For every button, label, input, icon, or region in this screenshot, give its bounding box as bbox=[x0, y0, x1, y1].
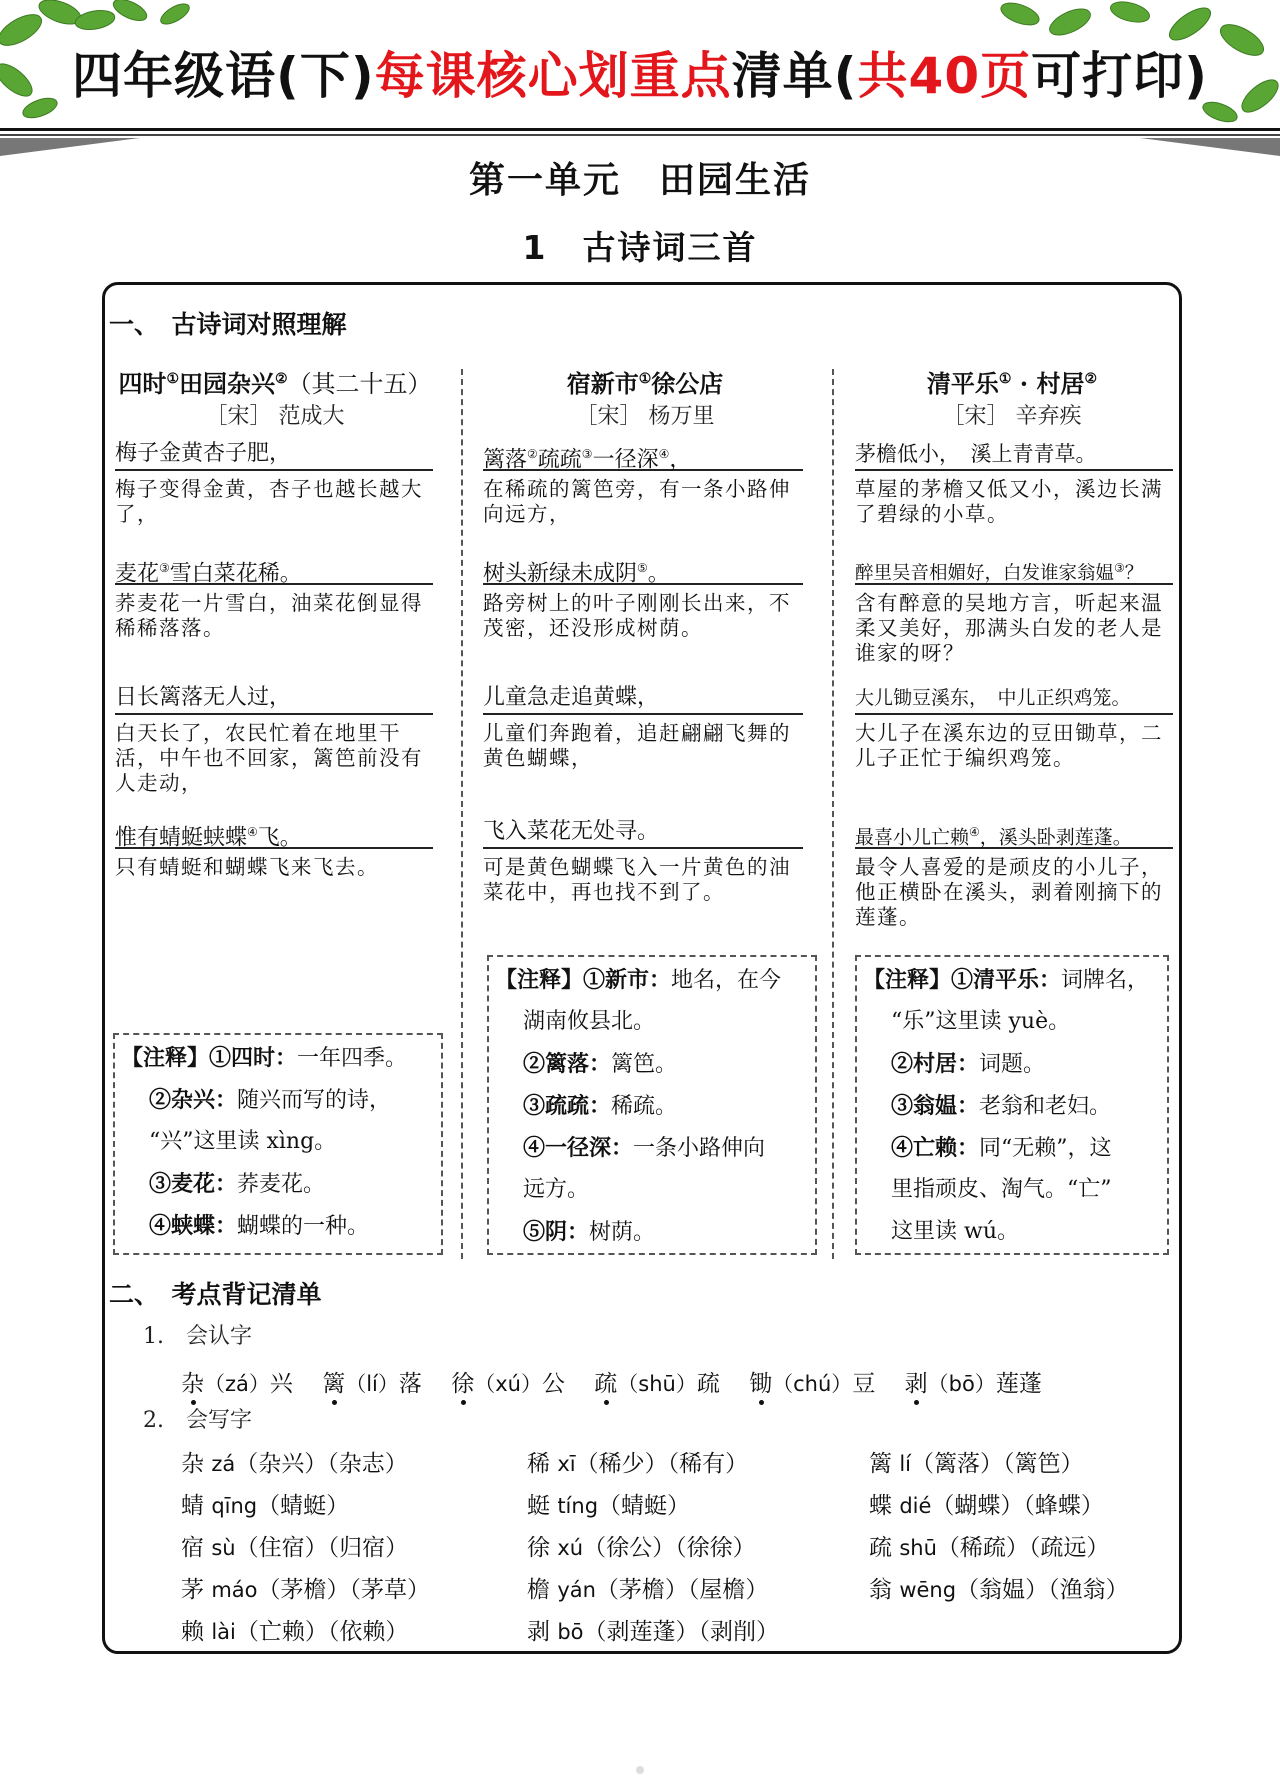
verse-translation: 最令人喜爱的是顽皮的小儿子，他正横卧在溪头，剥着刚摘下的莲蓬。 bbox=[855, 855, 1163, 929]
subheading-write: 2. 会写字 bbox=[143, 1408, 252, 1433]
write-item: 宿 sù（住宿）（归宿） bbox=[181, 1535, 409, 1561]
write-item: 杂 zá（杂兴）（杂志） bbox=[181, 1451, 408, 1477]
write-item: 蜻 qīng（蜻蜓） bbox=[181, 1493, 350, 1519]
verse-pair bbox=[483, 681, 803, 801]
verse-pair bbox=[855, 815, 1173, 930]
write-item: 蜓 tíng（蜻蜓） bbox=[527, 1493, 691, 1519]
banner-title bbox=[0, 36, 1280, 108]
verse-translation: 路旁树上的叶子刚刚长出来，不茂密，还没形成树荫。 bbox=[483, 591, 791, 640]
annotation-box bbox=[113, 1033, 443, 1255]
note-line: 这里读 wú。 bbox=[891, 1219, 1019, 1244]
write-item: 疏 shū（稀疏）（疏远） bbox=[869, 1535, 1110, 1561]
verse-pair bbox=[115, 815, 433, 880]
subheading-recognize: 1. 会认字 bbox=[143, 1324, 252, 1349]
banner-title-part5: 可打印) bbox=[1031, 47, 1208, 105]
write-item: 檐 yán（茅檐）（屋檐） bbox=[527, 1577, 769, 1603]
note-line: “兴”这里读 xìng。 bbox=[149, 1129, 337, 1154]
verse-translation: 荞麦花一片雪白，油菜花倒显得稀稀落落。 bbox=[115, 591, 423, 640]
note-line: “乐”这里读 yuè。 bbox=[891, 1009, 1071, 1034]
poem-column-3 bbox=[849, 361, 1175, 930]
recognize-item: 徐（xú）公 bbox=[451, 1371, 565, 1397]
poem-author: ［宋］ 辛弃疾 bbox=[942, 404, 1082, 429]
page-dot bbox=[636, 1766, 644, 1774]
verse-original: 篱落②疏疏③一径深④， bbox=[483, 437, 803, 471]
verse-translation: 可是黄色蝴蝶飞入一片黄色的油菜花中，再也找不到了。 bbox=[483, 855, 791, 904]
section-heading-checklist: 二、 考点背记清单 bbox=[109, 1280, 322, 1309]
write-item: 翁 wēng（翁媪）（渔翁） bbox=[869, 1577, 1129, 1603]
verse-original: 麦花③雪白菜花稀。 bbox=[115, 551, 433, 585]
note-line: ②杂兴：随兴而写的诗， bbox=[149, 1087, 392, 1113]
recognize-item: 杂（zá）兴 bbox=[181, 1371, 293, 1397]
recognize-item: 剥（bō）莲蓬 bbox=[904, 1371, 1042, 1397]
note-line: 远方。 bbox=[523, 1177, 590, 1202]
verse-original: 日长篱落无人过， bbox=[115, 681, 433, 715]
banner-rule-thin bbox=[0, 134, 1280, 136]
verse-original: 梅子金黄杏子肥， bbox=[115, 437, 433, 471]
verse-original: 茅檐低小， 溪上青青草。 bbox=[855, 437, 1173, 471]
note-line: 【注释】①清平乐：词牌名， bbox=[863, 967, 1150, 993]
column-divider bbox=[461, 369, 463, 1259]
recognize-item: 篱（lí）落 bbox=[322, 1371, 422, 1397]
verse-pair bbox=[115, 437, 433, 541]
poem-column-2 bbox=[477, 361, 813, 905]
write-item: 赖 lài（亡赖）（依赖） bbox=[181, 1619, 409, 1645]
unit-title: 第一单元 田园生活 bbox=[468, 160, 811, 201]
verse-pair bbox=[855, 551, 1173, 675]
recognize-item: 锄（chú）豆 bbox=[749, 1371, 876, 1397]
lesson-title: 1 古诗词三首 bbox=[522, 228, 758, 267]
verse-original: 最喜小儿亡赖④，溪头卧剥莲蓬。 bbox=[855, 815, 1173, 849]
verse-pair bbox=[855, 681, 1173, 801]
verse-original: 飞入菜花无处寻。 bbox=[483, 815, 803, 849]
poem-title: 宿新市①徐公店 bbox=[566, 369, 724, 398]
column-divider bbox=[832, 369, 834, 1259]
verse-original: 大儿锄豆溪东， 中儿正织鸡笼。 bbox=[855, 681, 1173, 715]
verse-translation: 白天长了，农民忙着在地里干活，中午也不回家，篱笆前没有人走动， bbox=[115, 721, 423, 795]
note-line: ④一径深：一条小路伸向 bbox=[523, 1135, 766, 1161]
verse-pair bbox=[483, 437, 803, 541]
poem-author: ［宋］ 范成大 bbox=[205, 404, 345, 429]
banner-rule bbox=[0, 128, 1280, 131]
content-box bbox=[102, 282, 1182, 1654]
banner-title-part4: 共40页 bbox=[857, 47, 1032, 105]
note-line: ②篱落：篱笆。 bbox=[523, 1051, 678, 1077]
verse-original: 儿童急走追黄蝶， bbox=[483, 681, 803, 715]
annotation-box bbox=[855, 955, 1169, 1255]
verse-translation: 在稀疏的篱笆旁，有一条小路伸向远方， bbox=[483, 477, 791, 526]
poem-column-1 bbox=[109, 361, 441, 880]
note-line: ③翁媪：老翁和老妇。 bbox=[891, 1093, 1112, 1119]
note-line: ③疏疏：稀疏。 bbox=[523, 1093, 678, 1119]
write-item: 蝶 dié（蝴蝶）（蜂蝶） bbox=[869, 1493, 1104, 1519]
annotation-box bbox=[487, 955, 817, 1255]
verse-translation: 梅子变得金黄，杏子也越长越大了， bbox=[115, 477, 423, 526]
verse-translation: 只有蜻蜓和蝴蝶飞来飞去。 bbox=[115, 855, 379, 879]
write-item: 稀 xī（稀少）（稀有） bbox=[527, 1451, 749, 1477]
section-heading-poems: 一、 古诗词对照理解 bbox=[109, 310, 347, 339]
poem-title: 清平乐① · 村居② bbox=[926, 369, 1098, 398]
note-line: 湖南攸县北。 bbox=[523, 1009, 656, 1034]
banner-title-part3: 清单( bbox=[731, 47, 858, 105]
note-line: ②村居：词题。 bbox=[891, 1051, 1046, 1077]
note-line: 【注释】①新市：地名，在今 bbox=[495, 967, 782, 993]
verse-translation: 大儿子在溪东边的豆田锄草，二儿子正忙于编织鸡笼。 bbox=[855, 721, 1163, 770]
poem-title: 四时①田园杂兴②（其二十五） bbox=[118, 369, 432, 398]
verse-original: 醉里吴音相媚好，白发谁家翁媪③？ bbox=[855, 551, 1173, 585]
banner-title-part1: 四年级语(下) bbox=[71, 47, 375, 105]
header-banner bbox=[0, 0, 1280, 128]
note-line: ③麦花：荞麦花。 bbox=[149, 1171, 326, 1197]
note-line: 里指顽皮、淘气。“亡” bbox=[891, 1177, 1112, 1202]
verse-pair bbox=[115, 551, 433, 675]
recognize-chars bbox=[181, 1365, 1064, 1398]
write-item: 茅 máo（茅檐）（茅草） bbox=[181, 1577, 430, 1603]
verse-original: 惟有蜻蜓蛱蝶④飞。 bbox=[115, 815, 433, 849]
recognize-item: 疏（shū）疏 bbox=[594, 1371, 720, 1397]
note-line: ⑤阴：树荫。 bbox=[523, 1219, 656, 1245]
verse-pair bbox=[855, 437, 1173, 541]
note-line: ④亡赖：同“无赖”，这 bbox=[891, 1135, 1112, 1161]
verse-pair bbox=[483, 551, 803, 675]
poem-author: ［宋］ 杨万里 bbox=[575, 404, 715, 429]
write-item: 剥 bō（剥莲蓬）（剥削） bbox=[527, 1619, 779, 1645]
write-item: 篱 lí（篱落）（篱笆） bbox=[869, 1451, 1084, 1477]
banner-title-part2: 每课核心划重点 bbox=[374, 47, 732, 105]
write-item: 徐 xú（徐公）（徐徐） bbox=[527, 1535, 756, 1561]
verse-original: 树头新绿未成阴⑤。 bbox=[483, 551, 803, 585]
note-line: ④蛱蝶：蝴蝶的一种。 bbox=[149, 1213, 370, 1239]
verse-translation: 儿童们奔跑着，追赶翩翩飞舞的黄色蝴蝶， bbox=[483, 721, 791, 770]
verse-translation: 含有醉意的吴地方言，听起来温柔又美好，那满头白发的老人是谁家的呀？ bbox=[855, 591, 1163, 665]
note-line: 【注释】①四时：一年四季。 bbox=[121, 1045, 408, 1071]
verse-pair bbox=[115, 681, 433, 801]
verse-pair bbox=[483, 815, 803, 905]
verse-translation: 草屋的茅檐又低又小，溪边长满了碧绿的小草。 bbox=[855, 477, 1163, 526]
